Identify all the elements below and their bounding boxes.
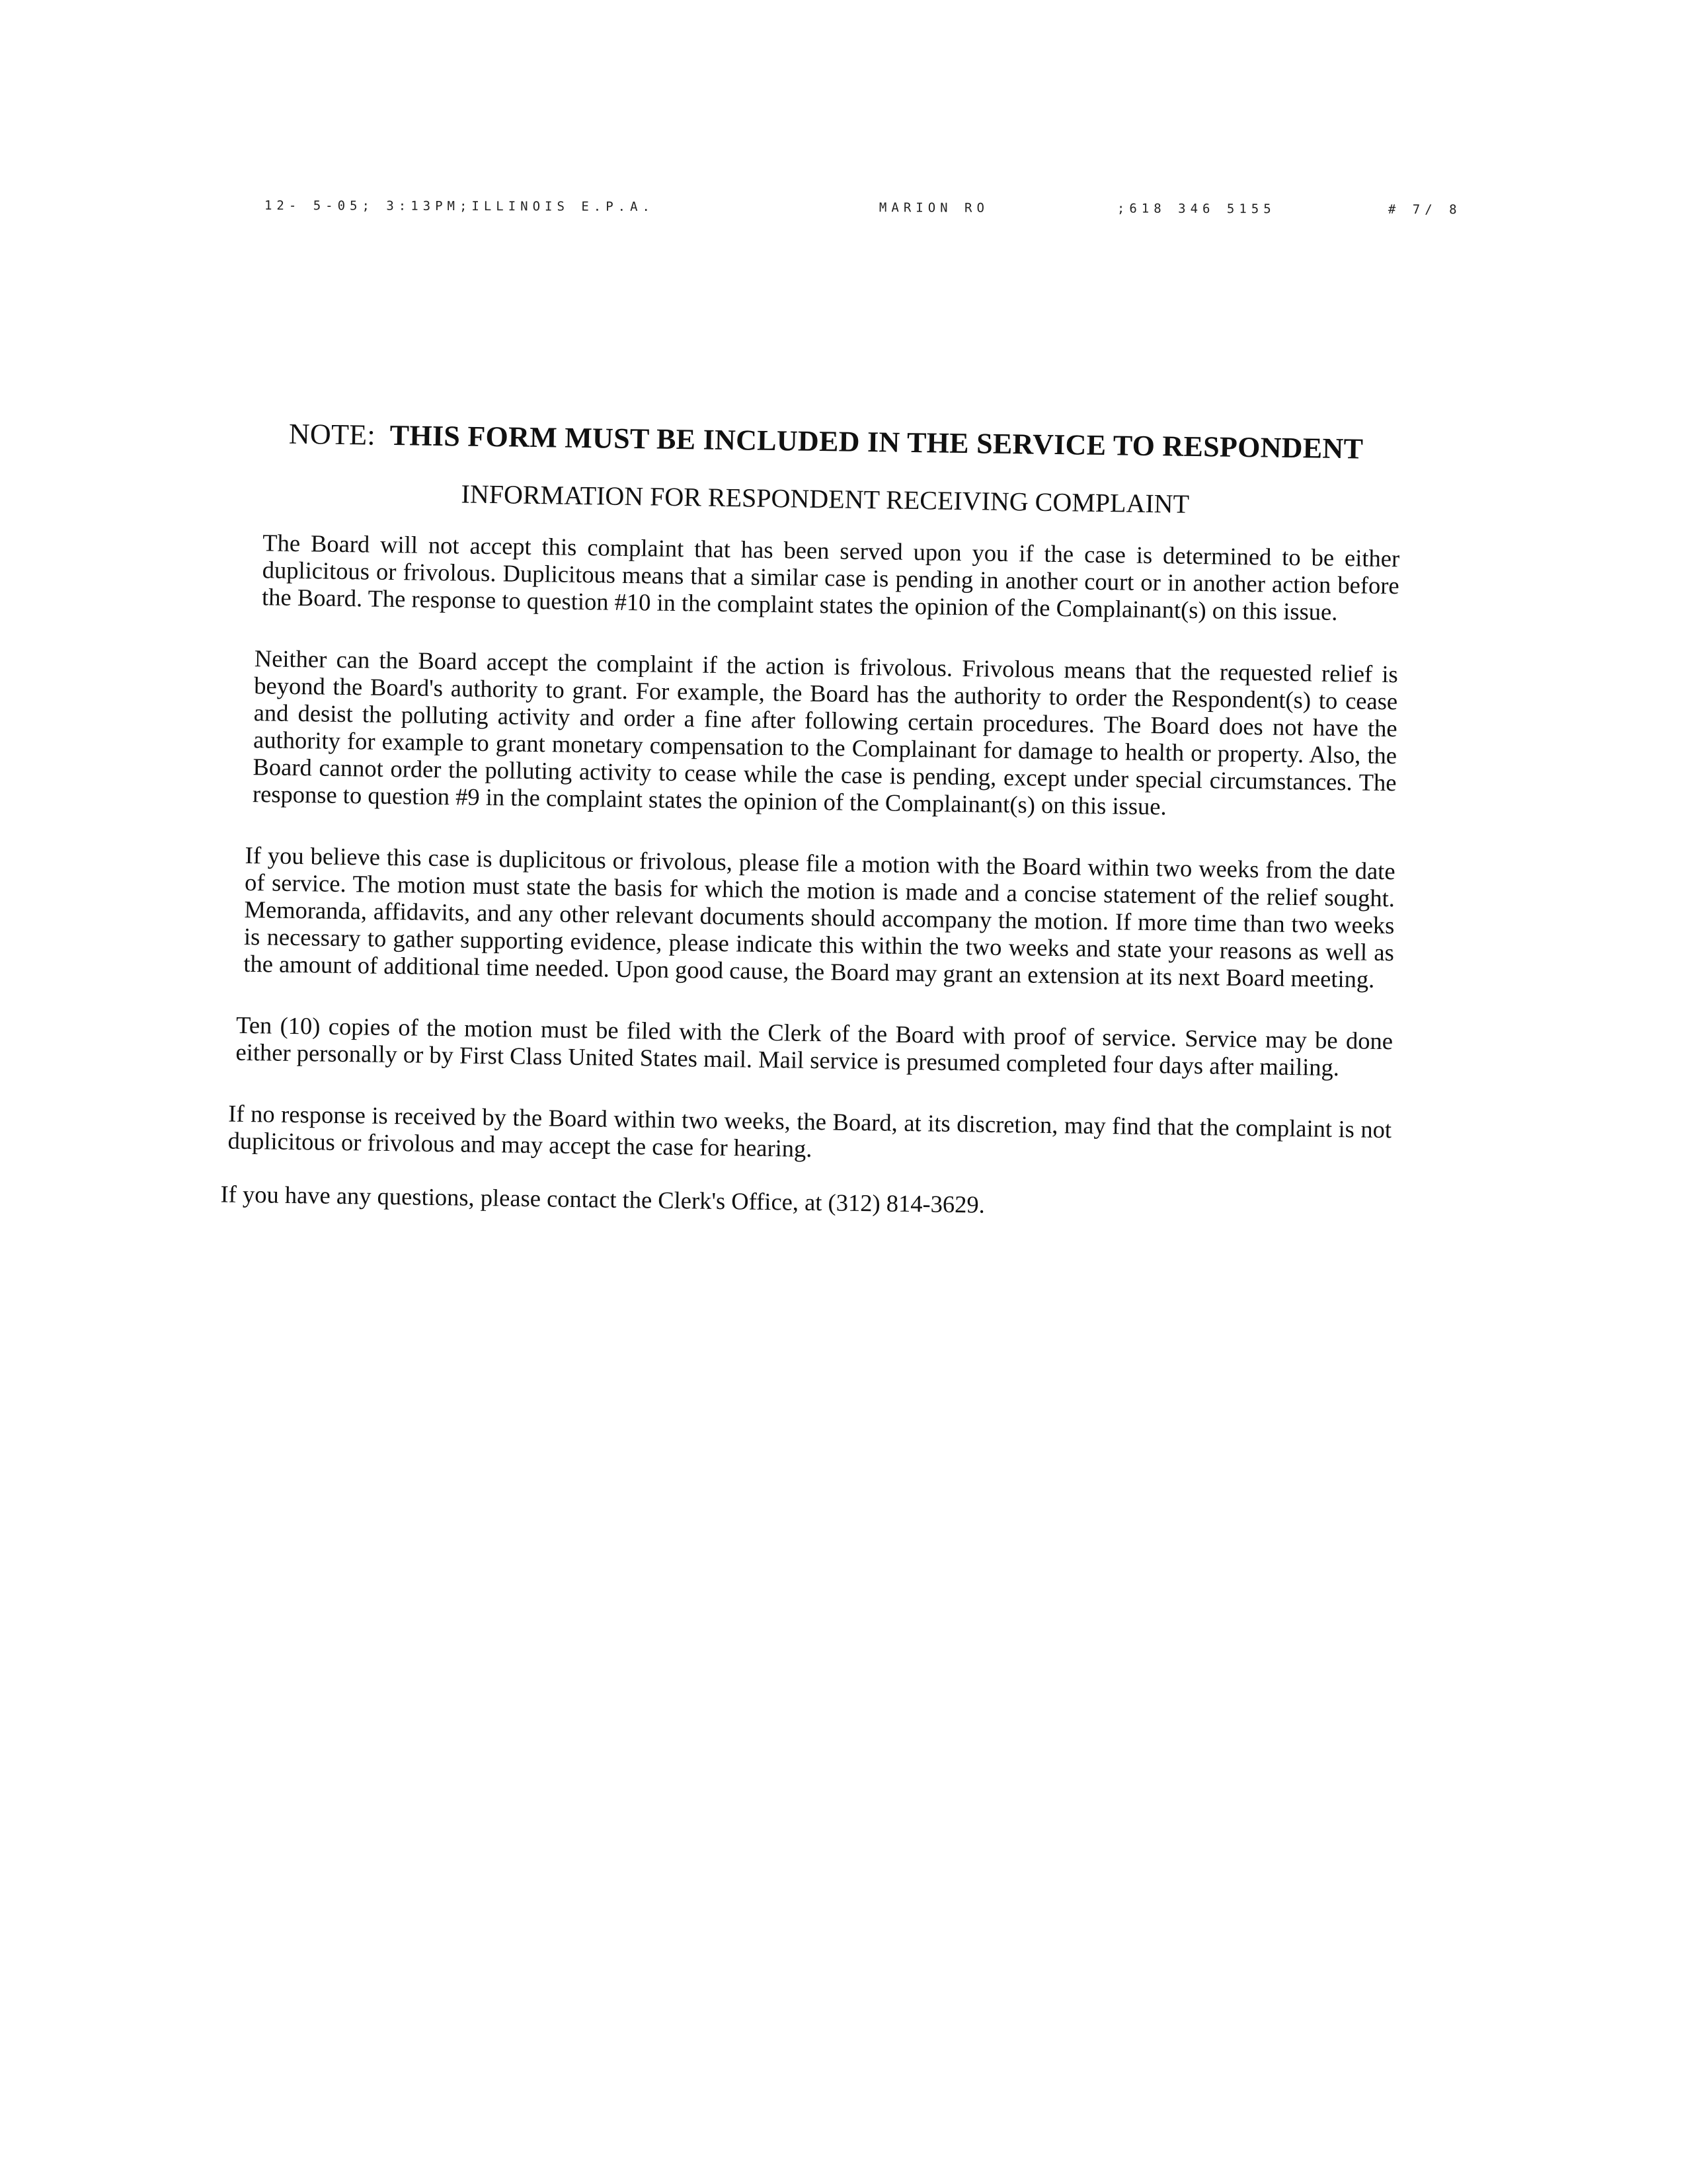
paragraph-copies: Ten (10) copies of the motion must be filed with the Clerk of the Board with proof of service. Service may be done either personally or by First Class United States mail. Mail service is presumed completed four days after mailing. — [235, 1011, 1393, 1081]
note-label: NOTE: — [288, 417, 376, 451]
fax-date-sender: 12- 5-05; 3:13PM;ILLINOIS E.P.A. — [264, 198, 655, 215]
fax-office: MARION RO — [879, 200, 989, 215]
fax-phone: ;618 346 5155 — [1117, 201, 1276, 217]
fax-page-number: # 7/ 8 — [1388, 202, 1462, 217]
paragraph-frivolous: Neither can the Board accept the complaint if the action is frivolous. Frivolous means that the requested relief is beyond the Board's authority to grant. For example, the Board has the authority to order the Respondent(s) to cease and desist the polluting activity and order a fine after following certain procedures. The Board does not have the authority for example to grant monetary compensation to the Complainant for damage to health or property. Also, the Board cannot order the polluting activity to cease while the case is pending, except under special circumstances. The response to question #9 in the complaint states the opinion of the Complainant(s) on this issue. — [252, 644, 1399, 820]
form-content — [220, 416, 1401, 1258]
paragraph-no-response: If no response is received by the Board within two weeks, the Board, at its discretion, may find that the complaint is not duplicitous or frivolous and may accept the case for hearing. — [227, 1099, 1392, 1162]
note-heading — [251, 416, 1401, 466]
paragraph-file-motion: If you believe this case is duplicitous or frivolous, please file a motion with the Board within two weeks from the date of service. The motion must state the basis for which the motion is made and a concise statement of the relief sought. Memoranda, affidavits, and any other relevant documents should accompany the motion. If more time than two weeks is necessary to gather supporting evidence, please indicate this within the two weeks and state your reasons as well as the amount of additional time needed. Upon good cause, the Board may grant an extension at its next Board meeting. — [243, 841, 1395, 993]
note-text: THIS FORM MUST BE INCLUDED IN THE SERVICE TO RESPONDENT — [389, 418, 1364, 465]
paragraph-duplicitous: The Board will not accept this complaint that has been served upon you if the case is determined to be either duplicitous or frivolous. Duplicitous means that a similar case is pending in another court or in another action before the Board. The response to question #10 in the complaint states the opinion of the Complainant(s) on this issue. — [261, 529, 1400, 625]
fax-header — [264, 198, 1507, 229]
document-subtitle: INFORMATION FOR RESPONDENT RECEIVING COMPLAINT — [461, 479, 1190, 519]
paragraph-contact: If you have any questions, please contact the Clerk's Office, at (312) 814-3629. — [220, 1180, 986, 1218]
